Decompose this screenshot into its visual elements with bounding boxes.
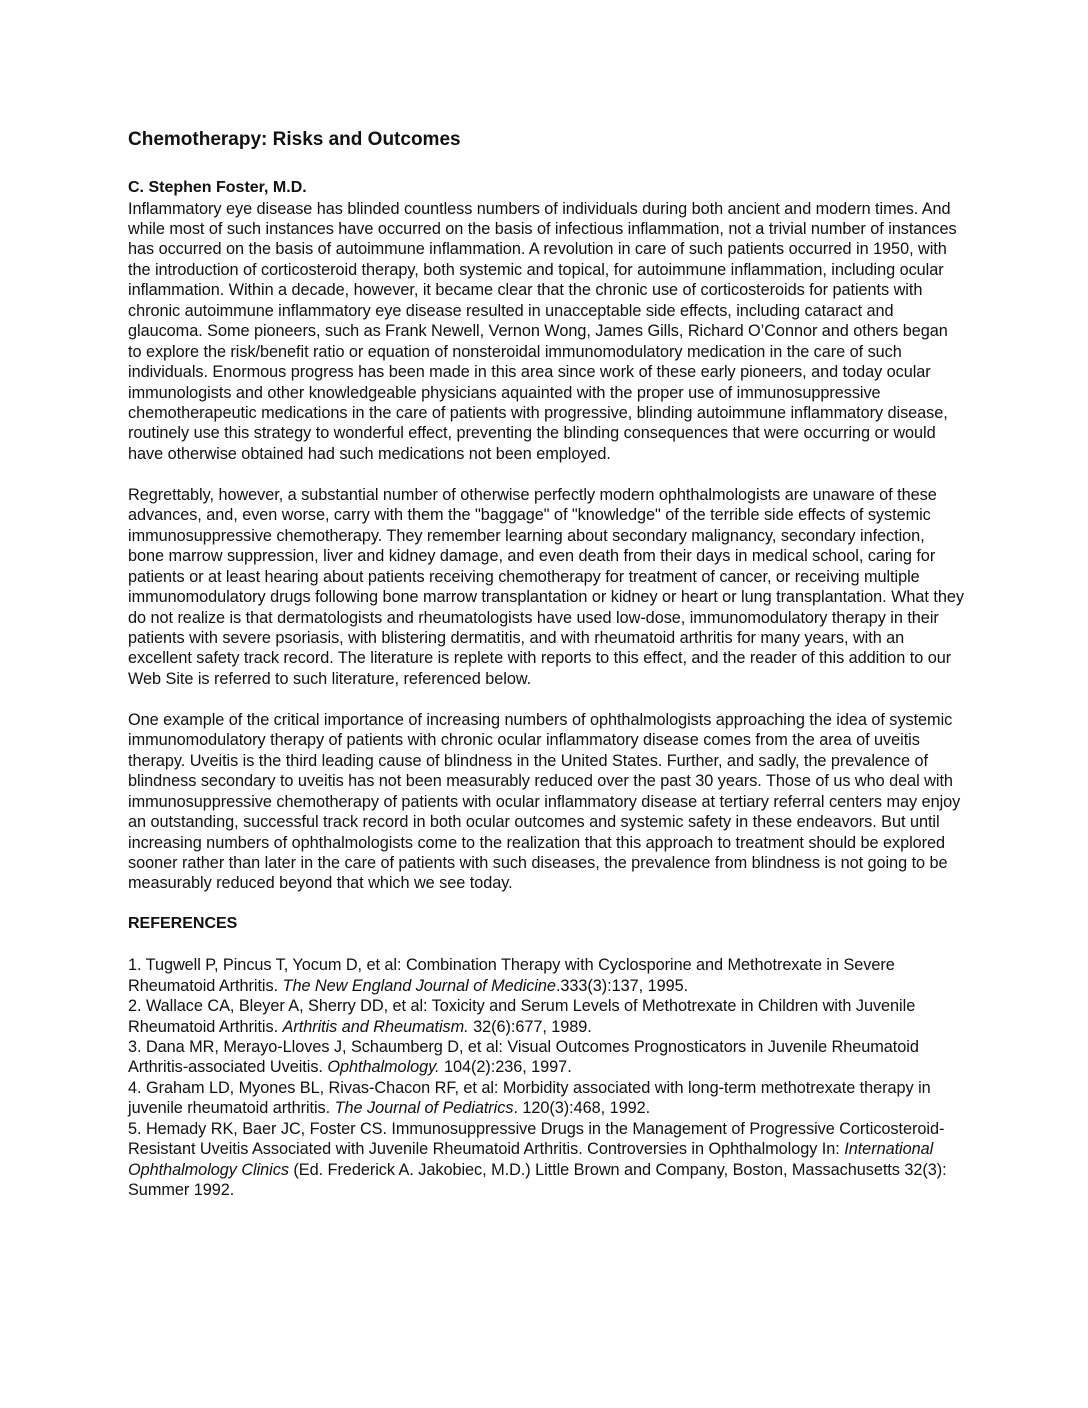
reference-5 [128,1119,964,1201]
reference-citation: .333(3):137, 1995. [555,976,689,995]
reference-text: 2. Wallace CA, Bleyer A, Sherry DD, et al: Toxicity and Serum Levels of Methotrexate in Children with Juvenile Rheumatoid Arthritis. [128,997,916,1036]
reference-journal: The New England Journal of Medicine [282,976,556,995]
reference-journal: Ophthalmology. [327,1058,440,1077]
paragraph-3: One example of the critical importance of increasing numbers of ophthalmologists approaching the idea of systemic immunomodulatory therapy of patients with chronic ocular inflammatory disease comes from the area of uveitis therapy. Uveitis is the third leading cause of blindness in the United States. Further, and sadly, the prevalence of blindness secondary to uveitis has not been measurably reduced over the past 30 years. Those of us who deal with immunosuppressive chemotherapy of patients with ocular inflammatory disease at tertiary referral centers may enjoy an outstanding, successful track record in both ocular outcomes and systemic safety in these endeavors. But until increasing numbers of ophthalmologists come to the realization that this approach to treatment should be explored sooner rather than later in the care of patients with such diseases, the prevalence from blindness is not going to be measurably reduced beyond that which we see today. [128,710,961,893]
paragraph-2: Regrettably, however, a substantial number of otherwise perfectly modern ophthalmologists are unaware of these advances, and, even worse, carry with them the "baggage" of "knowledge" of the terrible side effects of systemic immunosuppressive chemotherapy. They remember learning about secondary malignancy, secondary infection, bone marrow suppression, liver and kidney damage, and even death from their days in medical school, caring for patients or at least hearing about patients receiving chemotherapy for treatment of cancer, or receiving multiple immunomodulatory drugs following bone marrow transplantation or kidney or heart or lung transplantation. What they do not realize is that dermatologists and rheumatologists have used low-dose, immunomodulatory therapy in their patients with severe psoriasis, with blistering dermatitis, and with rheumatoid arthritis for many years, with an excellent safety track record. The literature is replete with reports to this effect, and the reader of this addition to our Web Site is referred to such literature, referenced below. [128,485,964,688]
reference-journal: Arthritis and Rheumatism. [282,1017,469,1036]
author-name: C. Stephen Foster, M.D. [128,179,307,196]
reference-2 [128,996,964,1037]
reference-text: 1. Tugwell P, Pincus T, Yocum D, et al: Combination Therapy with Cyclosporine and Methotrexate in Severe Rheumatoid Arthritis. [128,956,895,995]
reference-journal: The Journal of Pediatrics [334,1099,514,1118]
references-list [128,955,964,1200]
references-heading: REFERENCES [128,915,238,933]
reference-text: 5. Hemady RK, Baer JC, Foster CS. Immunosuppressive Drugs in the Management of Progressive Corticosteroid-Resistant Uveitis Associated with Juvenile Rheumatoid Arthritis. Controversies in Ophthalmology In: [128,1119,945,1159]
document-page [128,128,964,1201]
reference-text: 4. Graham LD, Myones BL, Rivas-Chacon RF, et al: Morbidity associated with long-term methotrexate therapy in juvenile rheumatoid arthritis. [128,1078,931,1118]
paragraph-1: Inflammatory eye disease has blinded countless numbers of individuals during both ancient and modern times. And while most of such instances have occurred on the basis of infectious inflammation, not a trivial number of instances has occurred on the basis of autoimmune inflammation. A revolution in care of such patients occurred in 1950, with the introduction of corticosteroid therapy, both systemic and topical, for autoimmune inflammation, including ocular inflammation. Within a decade, however, it became clear that the chronic use of corticosteroids for patients with chronic autoimmune inflammatory eye disease resulted in unacceptable side effects, including cataract and glaucoma. Some pioneers, such as Frank Newell, Vernon Wong, James Gills, Richard O’Connor and others began to explore the risk/benefit ratio or equation of nonsteroidal immunomodulatory medication in the care of such individuals. Enormous progress has been made in this area since work of these early pioneers, and today ocular immunologists and other knowledgeable physicians aquainted with the proper use of immunosuppressive chemotherapeutic medications in the care of patients with progressive, blinding autoimmune inflammatory disease, routinely use this strategy to wonderful effect, preventing the blinding consequences that were occurring or would have otherwise obtained had such medications not been employed. [128,199,957,463]
reference-citation: (Ed. Frederick A. Jakobiec, M.D.) Little Brown and Company, Boston, Massachusetts 32(3): Summer 1992. [128,1160,947,1200]
reference-3 [128,1037,964,1078]
document-title: Chemotherapy: Risks and Outcomes [128,129,461,150]
reference-citation: . 120(3):468, 1992. [513,1099,651,1118]
reference-4 [128,1078,964,1119]
reference-citation: 32(6):677, 1989. [468,1017,592,1036]
reference-citation: 104(2):236, 1997. [439,1058,572,1077]
reference-text: 3. Dana MR, Merayo-Lloves J, Schaumberg D, et al: Visual Outcomes Prognosticators in Juvenile Rheumatoid Arthritis-associated Uveitis. [128,1038,919,1077]
reference-1 [128,955,964,996]
reference-journal: International Ophthalmology Clinics [128,1140,934,1179]
body-text [128,199,964,894]
